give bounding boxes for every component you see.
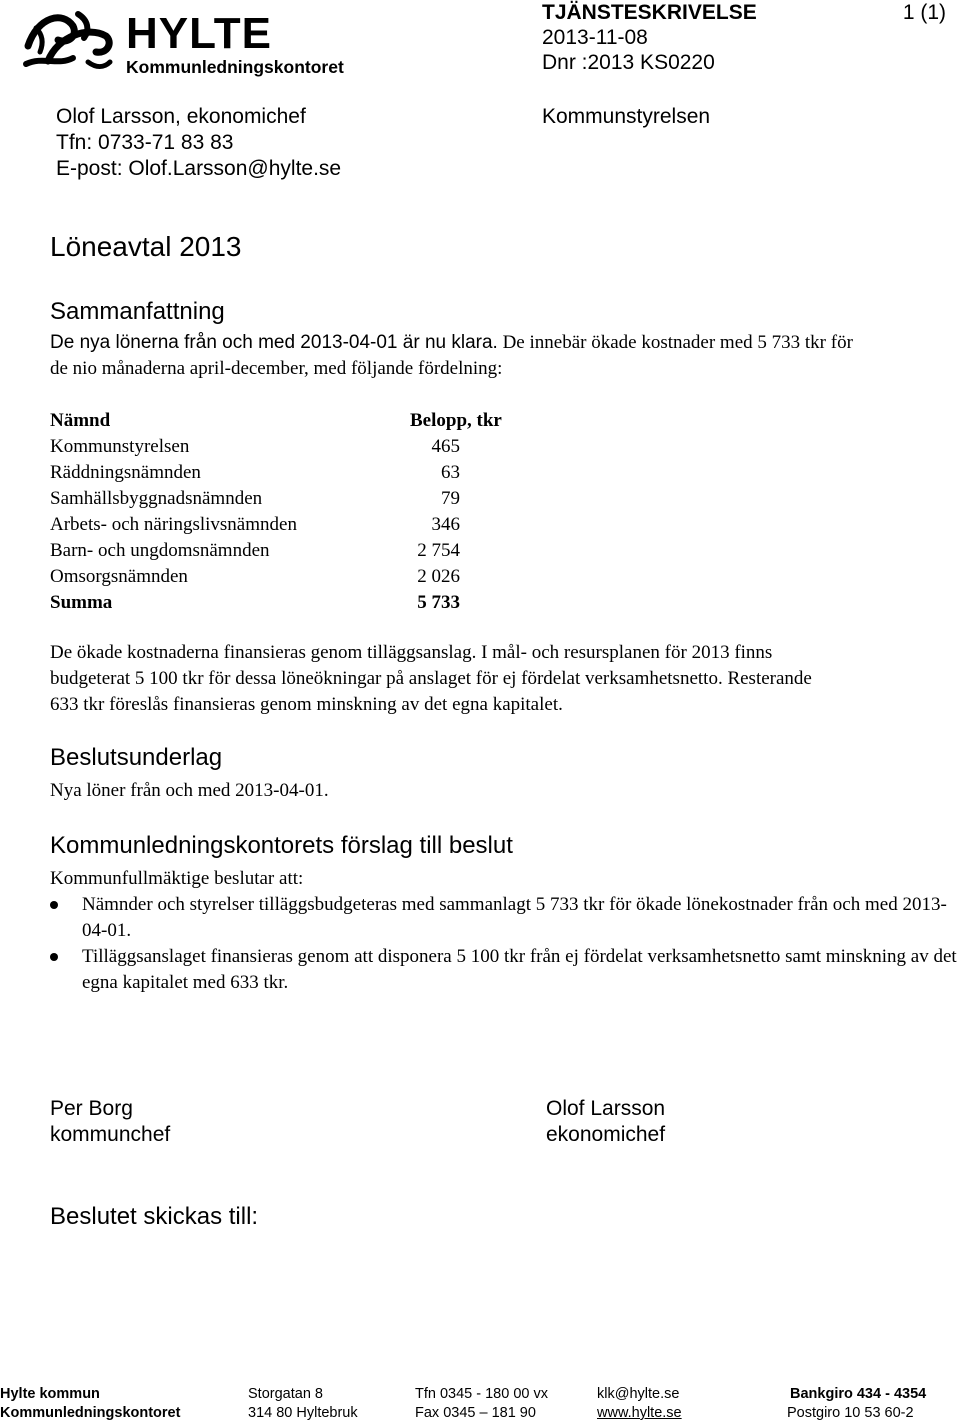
financing-line-1: De ökade kostnaderna finansieras genom tilläggsanslag. I mål- och resursplanen för 2013 finns <box>50 642 773 663</box>
proposal-heading: Kommunledningskontorets förslag till beslut <box>50 832 513 859</box>
row-name: Samhällsbyggnadsnämnden <box>50 488 263 509</box>
sender-phone: Tfn: 0733-71 83 83 <box>56 131 234 154</box>
row-amount: 63 <box>441 462 460 483</box>
list-item-text: Nämnder och styrelser tilläggsbudgeteras med sammanlagt 5 733 tkr för ökade lönekostnader från och med 2013-04-01. <box>82 894 947 941</box>
financing-line-3: 633 tkr föreslås finansieras genom minskning av det egna kapitalet. <box>50 694 563 715</box>
footer-email[interactable]: klk@hylte.se <box>597 1386 680 1402</box>
document-type: TJÄNSTESKRIVELSE <box>542 1 757 24</box>
hylte-logo <box>18 6 344 77</box>
row-amount: 79 <box>441 488 460 509</box>
summary-line-2: de nio månaderna april-december, med följande fördelning: <box>50 358 503 379</box>
sender-email: E-post: Olof.Larsson@hylte.se <box>56 157 342 180</box>
table-total-row <box>50 590 530 616</box>
table-row <box>50 434 530 460</box>
basis-text: Nya löner från och med 2013-04-01. <box>50 780 329 801</box>
basis-heading: Beslutsunderlag <box>50 744 223 771</box>
table-row <box>50 486 530 512</box>
bullet-icon <box>50 953 58 961</box>
signatory-left-title: kommunchef <box>50 1123 171 1146</box>
signatory-right-title: ekonomichef <box>546 1123 666 1146</box>
footer-org: Hylte kommun <box>0 1386 100 1402</box>
row-amount: 346 <box>431 514 460 535</box>
table-row <box>50 564 530 590</box>
logo-subtitle: Kommunledningskontoret <box>126 57 344 77</box>
row-amount: 2 754 <box>417 540 460 561</box>
distribution-heading: Beslutet skickas till: <box>50 1203 259 1230</box>
list-item <box>50 944 957 996</box>
total-label: Summa <box>50 592 113 613</box>
bullet-icon <box>50 901 58 909</box>
sender-name: Olof Larsson, ekonomichef <box>56 105 306 128</box>
hylte-emblem-icon <box>18 6 118 76</box>
table-row <box>50 538 530 564</box>
signatory-right-name: Olof Larsson <box>546 1097 666 1120</box>
row-name: Barn- och ungdomsnämnden <box>50 540 270 561</box>
footer-phone: Tfn 0345 - 180 00 vx <box>415 1386 548 1402</box>
list-item <box>50 892 950 944</box>
summary-line-1 <box>50 330 853 356</box>
footer-city: 314 80 Hyltebruk <box>248 1405 358 1421</box>
row-name: Omsorgsnämnden <box>50 566 188 587</box>
summary-line-1-sans: De nya lönerna från och med 2013-04-01 är nu klara. <box>50 332 498 353</box>
page-number: 1 (1) <box>902 1 946 24</box>
column-header-name: Nämnd <box>50 410 111 431</box>
row-name: Räddningsnämnden <box>50 462 201 483</box>
financing-line-2: budgeterat 5 100 tkr för dessa löneökningar på anslaget för ej fördelat verksamhetsnetto. Resterande <box>50 668 812 689</box>
footer-postgiro: Postgiro 10 53 60-2 <box>787 1405 914 1421</box>
signatory-left-name: Per Borg <box>50 1097 133 1120</box>
footer-bankgiro: Bankgiro 434 - 4354 <box>790 1386 927 1402</box>
table-row <box>50 512 530 538</box>
list-item-text: Tilläggsanslaget finansieras genom att disponera 5 100 tkr från ej fördelat verksamhetsnetto samt minskning av det egna kapitalet med 633 tkr. <box>82 946 957 993</box>
summary-line-1-serif: De innebär ökade kostnader med 5 733 tkr för <box>497 332 853 353</box>
footer-website-link[interactable]: www.hylte.se <box>597 1405 682 1421</box>
summary-heading: Sammanfattning <box>50 298 225 325</box>
row-name: Arbets- och näringslivsnämnden <box>50 514 297 535</box>
document-date: 2013-11-08 <box>542 26 648 49</box>
document-dnr: Dnr :2013 KS0220 <box>542 51 715 74</box>
total-amount: 5 733 <box>417 592 460 613</box>
footer-department: Kommunledningskontoret <box>0 1405 181 1421</box>
page-title: Löneavtal 2013 <box>50 231 242 262</box>
footer-fax: Fax 0345 – 181 90 <box>415 1405 536 1421</box>
table-row <box>50 460 530 486</box>
proposal-intro: Kommunfullmäktige beslutar att: <box>50 868 304 889</box>
footer-street: Storgatan 8 <box>248 1386 323 1402</box>
logo-name: HYLTE <box>126 9 272 58</box>
row-name: Kommunstyrelsen <box>50 436 190 457</box>
row-amount: 2 026 <box>417 566 460 587</box>
row-amount: 465 <box>431 436 460 457</box>
column-header-amount: Belopp, tkr <box>410 410 502 431</box>
recipient: Kommunstyrelsen <box>542 105 711 128</box>
table-header <box>50 408 530 434</box>
